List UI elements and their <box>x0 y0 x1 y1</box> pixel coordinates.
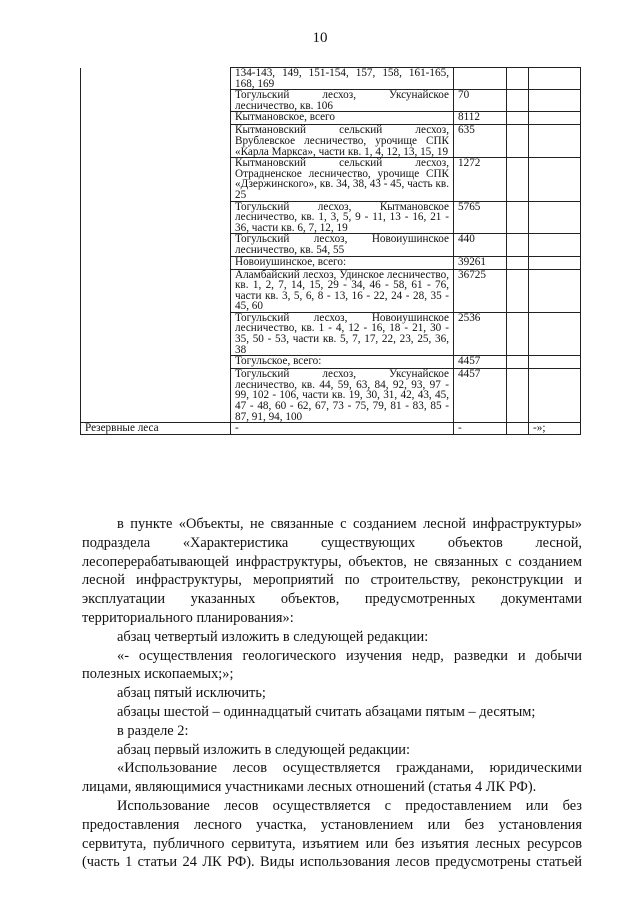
area-cell: 39261 <box>454 256 507 269</box>
empty-cell <box>507 158 529 201</box>
paragraph: абзац четвертый изложить в следующей редакции: <box>117 628 429 645</box>
area-cell: 1272 <box>454 158 507 201</box>
empty-cell <box>507 369 529 423</box>
category-cell <box>81 256 231 269</box>
category-cell <box>81 369 231 423</box>
category-cell <box>81 68 231 90</box>
empty-cell <box>507 125 529 158</box>
paragraph: абзацы шестой – одиннадцатый считать абзацами пятым – десятым; <box>117 703 536 720</box>
empty-cell <box>507 112 529 125</box>
note-cell <box>529 369 581 423</box>
table-row <box>81 125 581 158</box>
table-row <box>81 112 581 125</box>
note-cell <box>529 312 581 355</box>
table-row <box>81 256 581 269</box>
description-cell: Аламбайский лесхоз, Удинское лесничество, кв. 1, 2, 7, 14, 15, 29 - 34, 46 - 58, 61 - 76, части кв. 3, 5, 6, 8 - 13, 16 - 22, 24 - 28, 35 - 45, 60 <box>231 269 454 312</box>
description-cell: Тогульский лесхоз, Новоиушинское лесничество, кв. 1 - 4, 12 - 16, 18 - 21, 30 - 35, 50 - 53, части кв. 5, 7, 17, 22, 23, 25, 36, 38 <box>231 312 454 355</box>
note-cell <box>529 158 581 201</box>
table-row <box>81 269 581 312</box>
empty-cell <box>507 423 529 435</box>
area-cell: 440 <box>454 234 507 256</box>
table-row <box>81 423 581 435</box>
description-cell: Новоиушинское, всего: <box>231 256 454 269</box>
description-cell: Кытмановский сельский лесхоз, Отрадненское лесничество, урочище СПК «Дзержинского», кв. 34, 38, 43 - 45, часть кв. 25 <box>231 158 454 201</box>
category-cell <box>81 312 231 355</box>
description-cell: Тогульское, всего: <box>231 356 454 369</box>
category-cell <box>81 269 231 312</box>
page-number: 10 <box>312 30 328 46</box>
table-row <box>81 356 581 369</box>
table-row <box>81 234 581 256</box>
area-cell: 8112 <box>454 112 507 125</box>
paragraph: Использование лесов осуществляется с предоставлением или без предоставления лесного участка, установлением или без установления сервитута, публичного сервитута, изъятием или без изъятия лесных ресурсов (часть 1 статьи 24 ЛК РФ). Виды использования лесов предусмотрены статьей <box>82 797 582 871</box>
description-cell: Тогульский лесхоз, Новоиушинское лесничество, кв. 54, 55 <box>231 234 454 256</box>
empty-cell <box>507 312 529 355</box>
area-cell: - <box>454 423 507 435</box>
table-row <box>81 312 581 355</box>
table-row <box>81 68 581 90</box>
forest-areas-table <box>80 67 581 435</box>
area-cell <box>454 68 507 90</box>
body-text <box>82 515 582 872</box>
note-cell <box>529 234 581 256</box>
note-cell <box>529 201 581 234</box>
description-cell: Кытмановское, всего <box>231 112 454 125</box>
area-cell: 5765 <box>454 201 507 234</box>
description-cell: 134-143, 149, 151-154, 157, 158, 161-165, 168, 169 <box>231 68 454 90</box>
table-row <box>81 90 581 112</box>
note-cell <box>529 356 581 369</box>
empty-cell <box>507 90 529 112</box>
empty-cell <box>507 269 529 312</box>
category-cell <box>81 90 231 112</box>
description-cell: Тогульский лесхоз, Уксунайское лесничество, кв. 44, 59, 63, 84, 92, 93, 97 - 99, 102 - 106, части кв. 19, 30, 31, 42, 43, 45, 47 - 48, 60 - 62, 67, 73 - 75, 79, 81 - 83, 85 - 87, 91, 94, 100 <box>231 369 454 423</box>
note-cell: -»; <box>529 423 581 435</box>
empty-cell <box>507 356 529 369</box>
note-cell <box>529 269 581 312</box>
area-cell: 4457 <box>454 356 507 369</box>
note-cell <box>529 256 581 269</box>
area-cell: 36725 <box>454 269 507 312</box>
table-row <box>81 201 581 234</box>
category-cell <box>81 125 231 158</box>
table-row <box>81 369 581 423</box>
paragraph: «Использование лесов осуществляется гражданами, юридическими лицами, являющимися участниками лесных отношений (статья 4 ЛК РФ). <box>82 760 582 796</box>
category-cell <box>81 201 231 234</box>
empty-cell <box>507 201 529 234</box>
paragraph: «- осуществления геологического изучения недр, разведки и добычи полезных ископаемых;»; <box>82 647 582 683</box>
category-cell <box>81 112 231 125</box>
note-cell <box>529 112 581 125</box>
empty-cell <box>507 68 529 90</box>
empty-cell <box>507 234 529 256</box>
paragraph: в разделе 2: <box>117 722 189 739</box>
paragraph: абзац первый изложить в следующей редакции: <box>117 741 411 758</box>
description-cell: Тогульский лесхоз, Кытмановское лесничество, кв. 1, 3, 5, 9 - 11, 13 - 16, 21 - 36, части кв. 6, 7, 12, 19 <box>231 201 454 234</box>
area-cell: 4457 <box>454 369 507 423</box>
note-cell <box>529 90 581 112</box>
paragraph: абзац пятый исключить; <box>117 685 266 702</box>
description-cell: Тогульский лесхоз, Уксунайское лесничество, кв. 106 <box>231 90 454 112</box>
area-cell: 70 <box>454 90 507 112</box>
area-cell: 2536 <box>454 312 507 355</box>
table-row <box>81 158 581 201</box>
category-cell <box>81 158 231 201</box>
category-cell <box>81 234 231 256</box>
category-cell: Резервные леса <box>81 423 231 435</box>
category-cell <box>81 356 231 369</box>
note-cell <box>529 125 581 158</box>
note-cell <box>529 68 581 90</box>
description-cell: - <box>231 423 454 435</box>
paragraph: в пункте «Объекты, не связанные с созданием лесной инфраструктуры» подраздела «Характеристика существующих объектов лесной, лесоперерабатывающей инфраструктуры, объектов, не связанных с созданием лесной инфраструктуры, мероприятий по строительству, реконструкции и эксплуатации указанных объектов, предусмотренных документами территориального планирования»: <box>82 516 582 626</box>
area-cell: 635 <box>454 125 507 158</box>
description-cell: Кытмановский сельский лесхоз, Врублевское лесничество, урочище СПК «Карла Маркса», части кв. 1, 4, 12, 13, 15, 19 <box>231 125 454 158</box>
empty-cell <box>507 256 529 269</box>
